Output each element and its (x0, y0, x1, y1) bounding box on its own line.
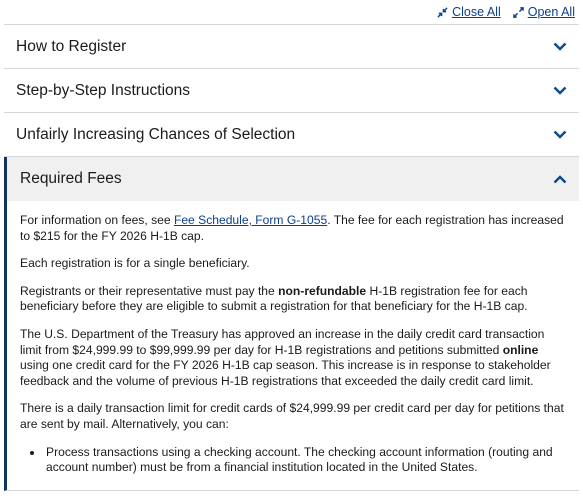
accordion-header-unfairly-increasing[interactable] (4, 113, 579, 156)
accordion-item-unfairly-increasing (4, 113, 579, 157)
accordion-header-step-by-step[interactable] (4, 69, 579, 112)
text-span: H-1B registration fee for each beneficiary before they are eligible to submit a registration for that beneficiary for the H-1B cap. (20, 283, 528, 314)
collapse-arrows-icon (437, 7, 448, 18)
accordion-title: Step-by-Step Instructions (16, 81, 191, 99)
accordion-item-step-by-step (4, 69, 579, 113)
fees-paragraph-3 (20, 284, 565, 315)
fees-options-list (44, 445, 565, 476)
accordion-item-required-fees (4, 157, 579, 491)
fees-paragraph-5: There is a daily transaction limit for credit cards of $24,999.99 per credit card per day for petitions that are sent by mail. Alternatively, you can: (20, 401, 564, 431)
accordion-header-required-fees[interactable] (7, 157, 579, 201)
list-item: • Process transactions using a checking account. The checking account information (routing and account number) must be from a financial institution located in the United States. (44, 445, 565, 476)
chevron-down-icon (553, 86, 567, 95)
required-fees-content (7, 201, 579, 490)
chevron-down-icon (553, 42, 567, 51)
chevron-up-icon (553, 175, 567, 184)
emphasis-text: non-refundable (278, 283, 367, 298)
accordion-title: Required Fees (20, 170, 122, 187)
fee-schedule-link[interactable]: Fee Schedule, Form G-1055 (173, 213, 328, 227)
accordion-item-how-to-register (4, 25, 579, 69)
text-span: For information on fees, see (20, 213, 174, 227)
expand-arrows-icon (513, 7, 524, 18)
close-all-link[interactable] (437, 5, 501, 19)
text-span: using one credit card for the FY 2026 H-1B cap season. This increase is in response to stakeholder feedback and the volume of previous H-1B registrations that exceeded the daily credit card limit. (20, 358, 551, 388)
accordion-title: Unfairly Increasing Chances of Selection (16, 125, 296, 143)
text-span: . The fee for each registration has increased to $215 for the FY 2026 H-1B cap. (20, 213, 564, 243)
chevron-down-icon (553, 130, 567, 139)
open-all-link[interactable] (513, 5, 575, 19)
fees-paragraph-1 (20, 213, 565, 244)
fees-paragraph-4 (20, 327, 565, 389)
close-all-label: Close All (452, 5, 501, 19)
accordion-title: How to Register (16, 37, 127, 55)
fees-paragraph-2: Each registration is for a single beneficiary. (20, 256, 250, 271)
accordion-toolbar (0, 0, 583, 24)
text-span: Registrants or their representative must pay the (20, 283, 279, 298)
open-all-label: Open All (527, 5, 575, 19)
accordion-header-how-to-register[interactable] (4, 25, 579, 68)
text-span: The U.S. Department of the Treasury has approved an increase in the daily credit card transaction limit from $24,999.99 to $99,999.99 per day for H-1B registrations and petitions submitted (20, 326, 545, 357)
faq-accordion (4, 24, 579, 491)
emphasis-text: online (502, 342, 539, 357)
